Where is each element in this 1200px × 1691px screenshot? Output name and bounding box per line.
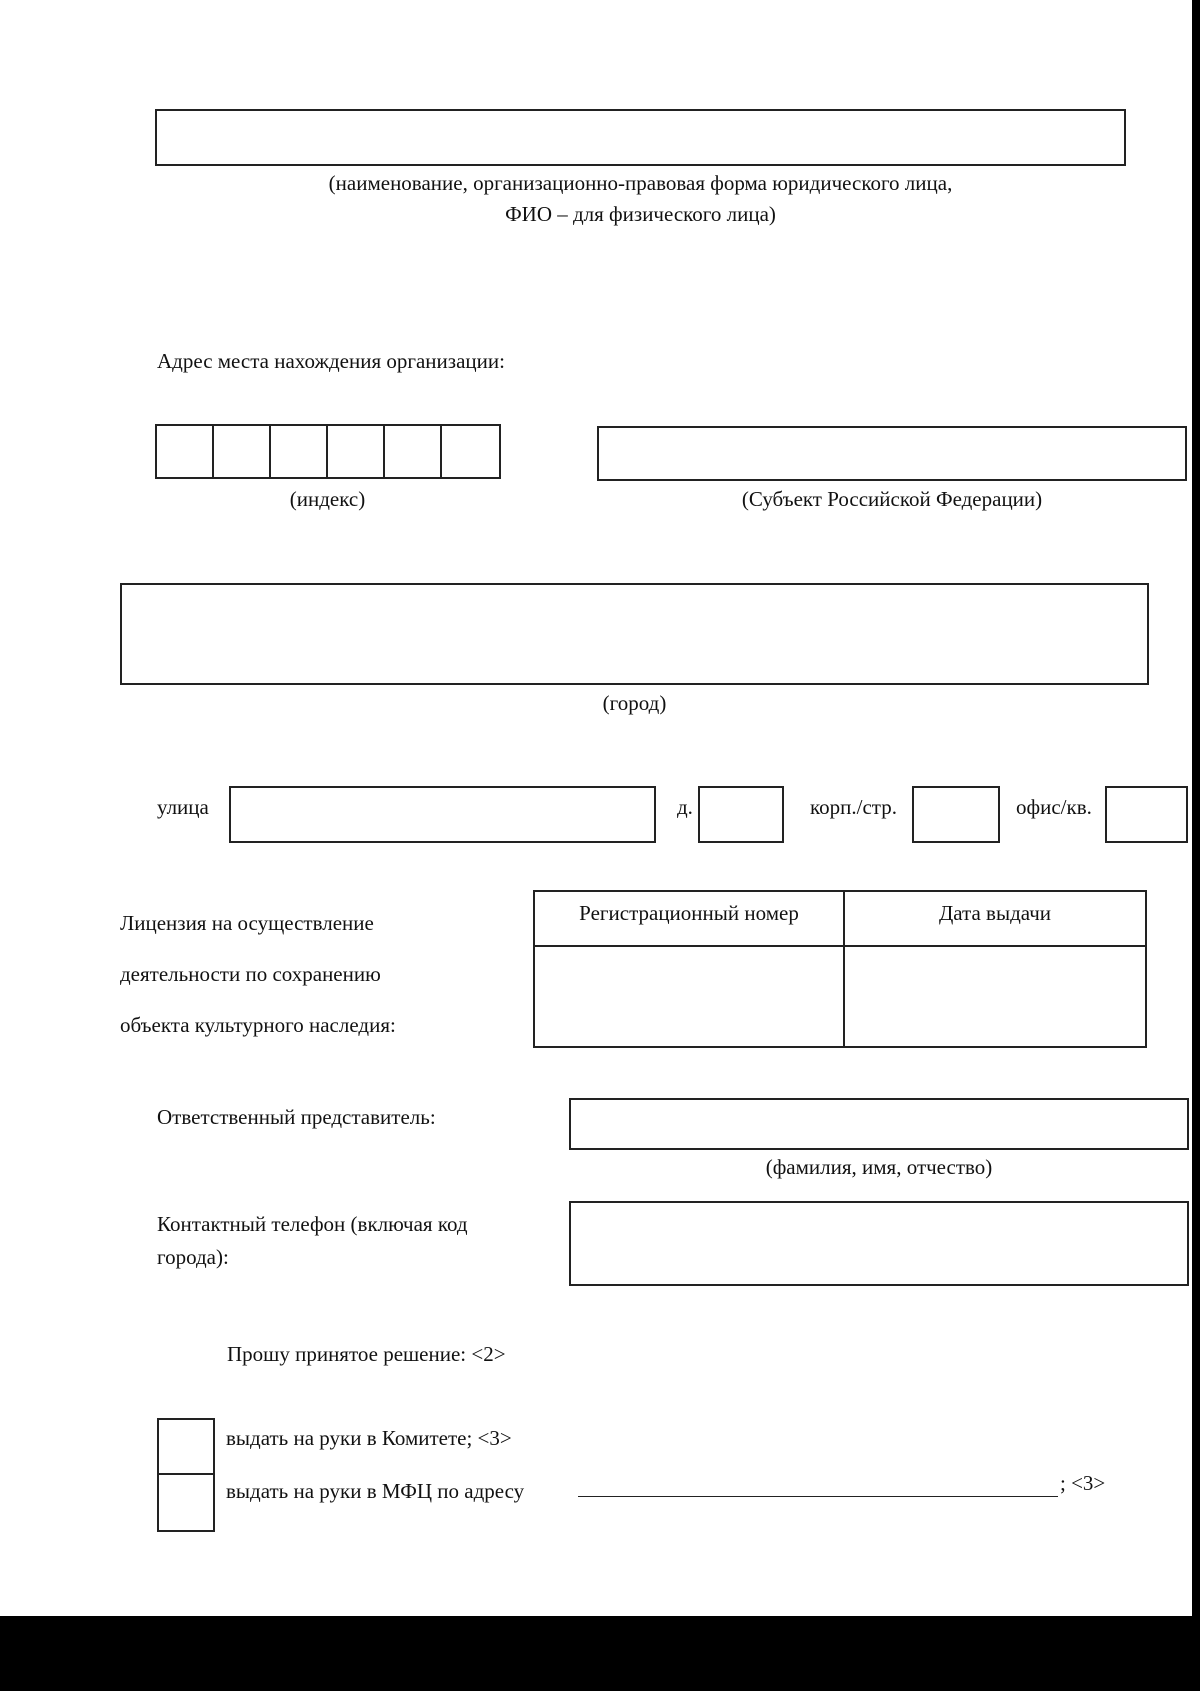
office-field[interactable] <box>1105 786 1188 843</box>
option-mfc-suffix: ; <3> <box>1060 1471 1106 1495</box>
index-digit-box[interactable] <box>328 426 385 477</box>
index-digit-box[interactable] <box>271 426 328 477</box>
organization-name-field[interactable] <box>155 109 1126 166</box>
license-table <box>533 890 1147 1048</box>
license-issue-date-header: Дата выдачи <box>845 892 1145 947</box>
building-field[interactable] <box>912 786 1000 843</box>
license-issue-date-cell[interactable] <box>845 947 1145 1046</box>
delivery-checkboxes <box>157 1418 215 1532</box>
representative-caption: (фамилия, имя, отчество) <box>765 1155 993 1179</box>
office-label: офис/кв. <box>1016 795 1092 819</box>
subject-caption: (Субъект Российской Федерации) <box>741 487 1043 511</box>
subject-field[interactable] <box>597 426 1187 481</box>
house-field[interactable] <box>698 786 784 843</box>
index-digit-box[interactable] <box>442 426 499 477</box>
city-caption: (город) <box>602 691 667 715</box>
license-label: Лицензия на осуществление деятельности по сохранению объекта культурного наследия: <box>120 911 396 1037</box>
page-edge-bottom <box>0 1616 1200 1691</box>
index-digit-box[interactable] <box>214 426 271 477</box>
index-caption: (индекс) <box>289 487 366 511</box>
postal-index-boxes[interactable] <box>155 424 501 479</box>
building-label: корп./стр. <box>810 795 897 819</box>
page-edge-right <box>1192 0 1200 1691</box>
option-committee-label: выдать на руки в Комитете; <3> <box>226 1426 512 1450</box>
organization-name-caption: (наименование, организационно-правовая форма юридического лица, ФИО – для физического лица) <box>328 171 953 226</box>
representative-label: Ответственный представитель: <box>157 1105 436 1129</box>
license-reg-number-cell[interactable] <box>535 947 845 1046</box>
representative-field[interactable] <box>569 1098 1189 1150</box>
option-mfc-label: выдать на руки в МФЦ по адресу <box>226 1479 525 1503</box>
address-title: Адрес места нахождения организации: <box>157 349 505 373</box>
street-label: улица <box>157 795 209 819</box>
checkbox-mfc[interactable] <box>159 1475 213 1530</box>
city-field[interactable] <box>120 583 1149 685</box>
index-digit-box[interactable] <box>157 426 214 477</box>
index-digit-box[interactable] <box>385 426 442 477</box>
decision-title: Прошу принятое решение: <2> <box>227 1342 506 1366</box>
phone-label: Контактный телефон (включая код города): <box>157 1212 468 1269</box>
mfc-address-line[interactable] <box>578 1496 1058 1497</box>
street-field[interactable] <box>229 786 656 843</box>
house-label: д. <box>677 795 693 819</box>
checkbox-committee[interactable] <box>159 1420 213 1475</box>
license-reg-number-header: Регистрационный номер <box>535 892 845 947</box>
phone-field[interactable] <box>569 1201 1189 1286</box>
